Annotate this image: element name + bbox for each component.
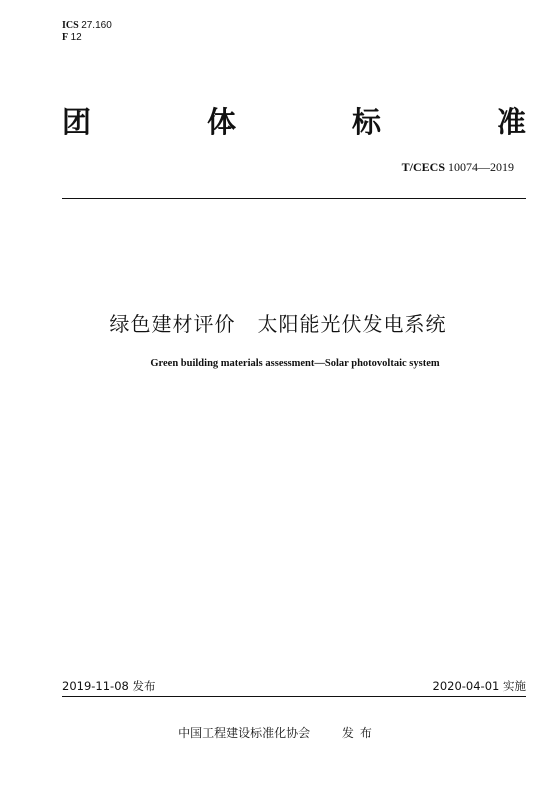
standard-number [402,160,514,174]
standard-type-char: 体 [206,104,236,139]
issue-date: 2019-11-08 发布 [62,679,156,693]
top-divider [62,198,526,199]
standard-number-prefix: T/CECS [401,160,445,174]
publisher-action: 发布 [341,726,378,740]
standard-type-char: 团 [62,104,92,139]
standard-number-value: 10074—2019 [448,160,514,174]
title-english: Green building materials assessment—Solar photovoltaic system [150,358,440,369]
implementation-date: 2020-04-01 实施 [432,679,526,693]
title-chinese: 绿色建材评价 太阳能光伏发电系统 [109,312,447,336]
standard-type-char: 准 [496,104,526,139]
ics-value: 27.160 [81,20,112,31]
ccs-label: F [62,32,69,43]
publisher-line [0,724,556,741]
ics-code [62,20,112,32]
standard-type-char: 标 [351,104,381,139]
ccs-value: 12 [70,32,82,43]
ics-label: ICS [62,20,79,31]
bottom-divider [62,696,526,697]
classification-codes [62,20,112,44]
ccs-code [62,32,112,44]
publisher-organization: 中国工程建设标准化协会 [178,726,311,740]
standard-type-heading [62,100,526,140]
